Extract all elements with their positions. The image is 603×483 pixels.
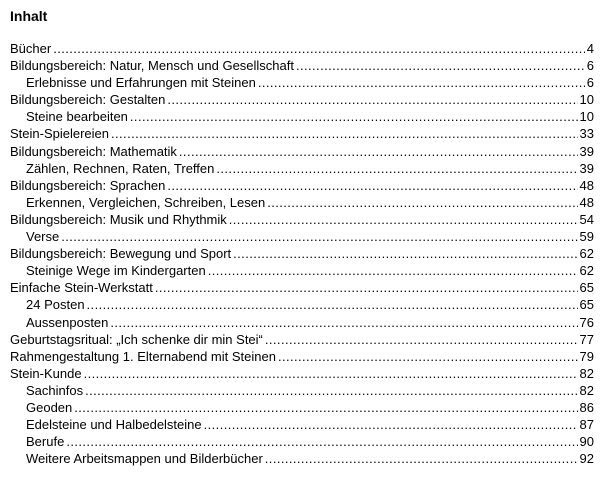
toc-entry[interactable] bbox=[10, 177, 594, 194]
toc-entry-label: Edelsteine und Halbedelsteine bbox=[26, 417, 202, 433]
toc-entry-label: Rahmengestaltung 1. Elternabend mit Steinen bbox=[10, 348, 276, 364]
toc-subentry[interactable] bbox=[10, 382, 594, 399]
toc-entry-label: Bildungsbereich: Sprachen bbox=[10, 177, 166, 193]
toc-dot-leader bbox=[204, 416, 578, 433]
toc-dot-leader bbox=[167, 177, 577, 194]
toc-subentry[interactable] bbox=[10, 108, 594, 125]
toc-entry[interactable] bbox=[10, 348, 594, 365]
toc-page-number: 92 bbox=[579, 451, 594, 467]
toc-entry-label: Verse bbox=[26, 229, 60, 245]
toc-entry[interactable] bbox=[10, 57, 594, 74]
toc-entry-label: Stein-Kunde bbox=[10, 365, 82, 381]
toc-page-number: 6 bbox=[586, 58, 594, 74]
toc-entry[interactable] bbox=[10, 91, 594, 108]
toc-dot-leader bbox=[265, 331, 578, 348]
toc-dot-leader bbox=[267, 194, 577, 211]
toc-dot-leader bbox=[111, 125, 578, 142]
toc-entry-label: Bildungsbereich: Mathematik bbox=[10, 143, 177, 159]
toc-page-number: 54 bbox=[579, 211, 594, 227]
toc-page-number: 4 bbox=[586, 41, 594, 56]
toc-entry-label: Aussenposten bbox=[26, 314, 109, 330]
toc-page-number: 10 bbox=[579, 92, 594, 108]
toc-entry-label: Stein-Spielereien bbox=[10, 126, 110, 142]
toc-subentry[interactable] bbox=[10, 160, 594, 177]
toc-entry-label: 24 Posten bbox=[26, 297, 85, 313]
toc-entry-label: Bildungsbereich: Bewegung und Sport bbox=[10, 246, 232, 262]
toc-dot-leader bbox=[61, 228, 577, 245]
toc-subentry[interactable] bbox=[10, 296, 594, 313]
toc-page-number: 86 bbox=[579, 399, 594, 415]
toc-entry-label: Zählen, Rechnen, Raten, Treffen bbox=[26, 160, 215, 176]
toc-dot-leader bbox=[110, 314, 577, 331]
toc-dot-leader bbox=[74, 399, 577, 416]
toc-subentry[interactable] bbox=[10, 262, 594, 279]
toc-page-number: 90 bbox=[579, 434, 594, 450]
toc-entry-label: Steine bearbeiten bbox=[26, 109, 128, 125]
toc-dot-leader bbox=[229, 211, 578, 228]
toc-dot-leader bbox=[167, 91, 577, 108]
toc-dot-leader bbox=[130, 108, 578, 125]
toc-dot-leader bbox=[66, 433, 577, 450]
toc-subentry[interactable] bbox=[10, 228, 594, 245]
toc-page-number: 76 bbox=[579, 314, 594, 330]
toc-page-number: 39 bbox=[579, 160, 594, 176]
toc-entry-label: Weitere Arbeitsmappen und Bilderbücher bbox=[26, 451, 263, 467]
toc-dot-leader bbox=[208, 262, 578, 279]
table-of-contents bbox=[10, 40, 594, 467]
toc-entry-label: Berufe bbox=[26, 434, 65, 450]
toc-page-number: 65 bbox=[579, 297, 594, 313]
toc-dot-leader bbox=[233, 245, 577, 262]
toc-page-number: 59 bbox=[579, 229, 594, 245]
toc-entry-label: Geburtstagsritual: „Ich schenke dir min Stei“ bbox=[10, 331, 263, 347]
toc-page-number: 62 bbox=[579, 246, 594, 262]
toc-subentry[interactable] bbox=[10, 450, 594, 467]
toc-subentry[interactable] bbox=[10, 194, 594, 211]
page-title: Inhalt bbox=[10, 8, 48, 24]
toc-page-number: 82 bbox=[579, 382, 594, 398]
toc-page-number: 62 bbox=[579, 263, 594, 279]
toc-entry[interactable] bbox=[10, 211, 594, 228]
toc-page-number: 77 bbox=[579, 331, 594, 347]
toc-page-number: 87 bbox=[579, 417, 594, 433]
toc-page-number: 6 bbox=[586, 75, 594, 91]
toc-page-number: 48 bbox=[579, 177, 594, 193]
toc-page-number: 79 bbox=[579, 348, 594, 364]
toc-dot-leader bbox=[85, 382, 577, 399]
toc-entry-label: Steinige Wege im Kindergarten bbox=[26, 263, 206, 279]
toc-page-number: 48 bbox=[579, 194, 594, 210]
toc-dot-leader bbox=[265, 450, 578, 467]
toc-entry-label: Bildungsbereich: Gestalten bbox=[10, 92, 166, 108]
toc-entry[interactable] bbox=[10, 40, 594, 57]
toc-entry[interactable] bbox=[10, 143, 594, 160]
toc-entry-label: Erlebnisse und Erfahrungen mit Steinen bbox=[26, 75, 256, 91]
toc-entry-label: Einfache Stein-Werkstatt bbox=[10, 280, 153, 296]
toc-entry-label: Bildungsbereich: Musik und Rhythmik bbox=[10, 211, 227, 227]
toc-page-number: 65 bbox=[579, 280, 594, 296]
toc-dot-leader bbox=[216, 160, 577, 177]
toc-dot-leader bbox=[84, 365, 578, 382]
toc-page-number: 10 bbox=[579, 109, 594, 125]
toc-dot-leader bbox=[155, 279, 578, 296]
toc-entry-label: Geoden bbox=[26, 399, 73, 415]
toc-subentry[interactable] bbox=[10, 314, 594, 331]
toc-subentry[interactable] bbox=[10, 416, 594, 433]
toc-entry[interactable] bbox=[10, 365, 594, 382]
toc-subentry[interactable] bbox=[10, 433, 594, 450]
toc-page-number: 33 bbox=[579, 126, 594, 142]
toc-entry[interactable] bbox=[10, 125, 594, 142]
toc-subentry[interactable] bbox=[10, 74, 594, 91]
toc-page-number: 82 bbox=[579, 365, 594, 381]
toc-entry[interactable] bbox=[10, 331, 594, 348]
toc-entry-label: Sachinfos bbox=[26, 382, 84, 398]
toc-dot-leader bbox=[296, 57, 585, 74]
toc-entry-label: Bildungsbereich: Natur, Mensch und Gesellschaft bbox=[10, 58, 294, 74]
toc-subentry[interactable] bbox=[10, 399, 594, 416]
toc-dot-leader bbox=[87, 296, 578, 313]
toc-dot-leader bbox=[179, 143, 578, 160]
toc-entry[interactable] bbox=[10, 279, 594, 296]
toc-page-number: 39 bbox=[579, 143, 594, 159]
toc-dot-leader bbox=[53, 40, 585, 57]
toc-dot-leader bbox=[258, 74, 585, 91]
toc-entry-label: Bücher bbox=[10, 41, 52, 56]
toc-entry[interactable] bbox=[10, 245, 594, 262]
toc-dot-leader bbox=[278, 348, 578, 365]
toc-entry-label: Erkennen, Vergleichen, Schreiben, Lesen bbox=[26, 194, 266, 210]
